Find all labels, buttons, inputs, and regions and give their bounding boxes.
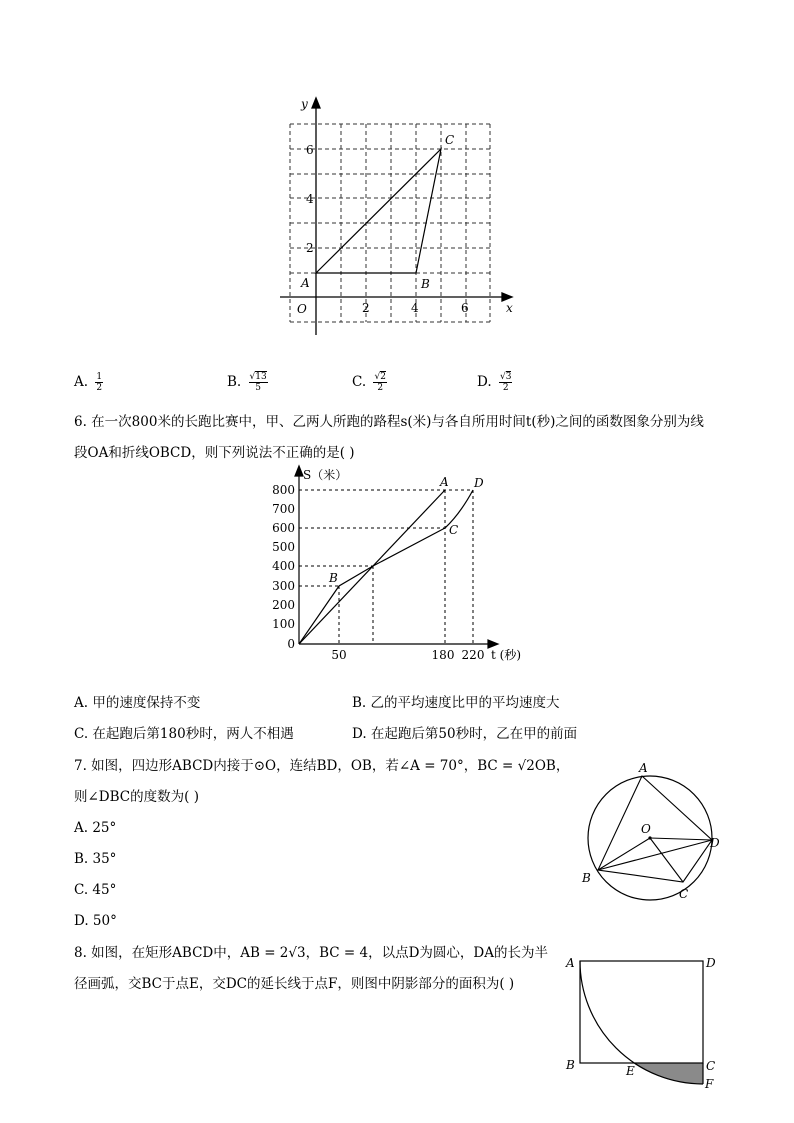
q5-y-label: y [301, 97, 308, 111]
q6-option-d[interactable]: D. 在起跑后第50秒时，乙在甲的前面 [352, 726, 578, 742]
q7-point-c-label: C [679, 887, 689, 901]
q8-shaded-region [633, 1063, 703, 1084]
q5-x-tick: 2 [362, 301, 370, 315]
q5-point-b-label: B [421, 277, 430, 291]
q8-point-a-label: A [566, 956, 575, 970]
q5-option-a[interactable] [74, 372, 103, 393]
q5-option-d[interactable] [477, 372, 512, 393]
q7-option-d[interactable]: D. 50° [74, 913, 117, 929]
q6-y-tick: 0 [287, 637, 295, 651]
q5-option-c[interactable] [352, 372, 387, 393]
q5-y-tick: 6 [306, 143, 314, 157]
q6-polyline-obcd [299, 528, 445, 644]
q8-point-f-label: F [705, 1077, 714, 1091]
q6-point-a-label: A [440, 475, 449, 489]
q5-y-tick: 4 [306, 192, 314, 206]
q8-point-d-label: D [706, 956, 716, 970]
q6-x-tick: 50 [331, 648, 347, 662]
q6-x-axis-label: t (秒) [491, 648, 522, 662]
q6-option-a[interactable]: A. 甲的速度保持不变 [74, 695, 201, 711]
q7-option-a[interactable]: A. 25° [74, 820, 117, 836]
q6-y-tick: 700 [272, 502, 295, 516]
option-letter: D. [477, 374, 492, 390]
q5-point-a-label: A [301, 276, 310, 290]
q5-option-b[interactable] [227, 372, 268, 393]
q6-guide-lines [299, 490, 473, 644]
q5-x-tick: 4 [411, 301, 419, 315]
q6-y-axis-label: S（米） [303, 468, 348, 482]
q6-y-tick: 200 [272, 598, 295, 612]
q7-center-o-label: O [641, 822, 651, 836]
q8-point-c-label: C [706, 1059, 716, 1073]
q5-grid [290, 124, 490, 322]
q6-point-b-label: B [329, 571, 338, 585]
q6-y-tick: 400 [272, 559, 295, 573]
q6-x-tick: 180 [431, 648, 455, 662]
q8-stem-line2: 径画弧，交BC于点E，交DC的延长线于点F，则图中阴影部分的面积为( ) [74, 976, 515, 992]
q7-option-b[interactable]: B. 35° [74, 851, 117, 867]
q7-stem-line2: 则∠DBC的度数为( ) [74, 789, 199, 805]
q6-y-tick: 600 [272, 521, 295, 535]
q5-axes [280, 98, 512, 335]
fraction: $\frac{√13}{5}$ [249, 372, 267, 393]
q7-circle-figure [575, 758, 725, 908]
q6-x-tick: 220 [461, 648, 485, 662]
q7-stem-line1: 7. 如图，四边形ABCD内接于⊙O，连结BD，OB，若∠A = 70°，BC = √2OB， [74, 758, 570, 774]
q6-y-tick: 300 [272, 579, 295, 593]
q8-point-e-label: E [626, 1064, 635, 1078]
q8-rectangle-figure [560, 948, 730, 1093]
q5-point-c-label: C [445, 133, 455, 147]
q8-point-b-label: B [566, 1058, 575, 1072]
q5-triangle-abc [316, 149, 441, 273]
fraction: $\frac{√3}{2}$ [499, 372, 512, 393]
q6-y-tick: 800 [272, 483, 295, 497]
option-letter: B. [227, 374, 242, 390]
q5-origin-label: O [297, 302, 307, 316]
q5-y-tick: 2 [306, 241, 314, 255]
q7-point-d-label: D [710, 836, 720, 850]
q6-option-b[interactable]: B. 乙的平均速度比甲的平均速度大 [352, 695, 560, 711]
q7-point-a-label: A [639, 761, 648, 775]
q6-distance-time-graph [262, 462, 532, 672]
q5-coordinate-graph [270, 90, 520, 345]
q5-x-tick: 6 [461, 301, 469, 315]
q7-option-c[interactable]: C. 45° [74, 882, 117, 898]
option-letter: A. [74, 374, 89, 390]
q6-stem-line2: 段OA和折线OBCD，则下列说法不正确的是( ) [74, 445, 355, 461]
q7-point-b-label: B [582, 871, 591, 885]
fraction: $\frac{1}{2}$ [96, 372, 103, 393]
q5-x-label: x [506, 301, 513, 315]
option-letter: C. [352, 374, 367, 390]
fraction: $\frac{√2}{2}$ [374, 372, 386, 393]
q6-point-c-label: C [449, 523, 459, 537]
q6-stem-line1: 6. 在一次800米的长跑比赛中，甲、乙两人所跑的路程s(米)与各自所用时间t(秒)之间的函数图象分别为线 [74, 414, 704, 430]
q8-stem-line1: 8. 如图，在矩形ABCD中，AB = 2√3，BC = 4，以点D为圆心，DA的长为半 [74, 945, 548, 961]
q6-point-d-label: D [474, 476, 484, 490]
q6-y-tick: 500 [272, 540, 295, 554]
q6-option-c[interactable]: C. 在起跑后第180秒时，两人不相遇 [74, 726, 294, 742]
q6-y-tick: 100 [272, 617, 295, 631]
